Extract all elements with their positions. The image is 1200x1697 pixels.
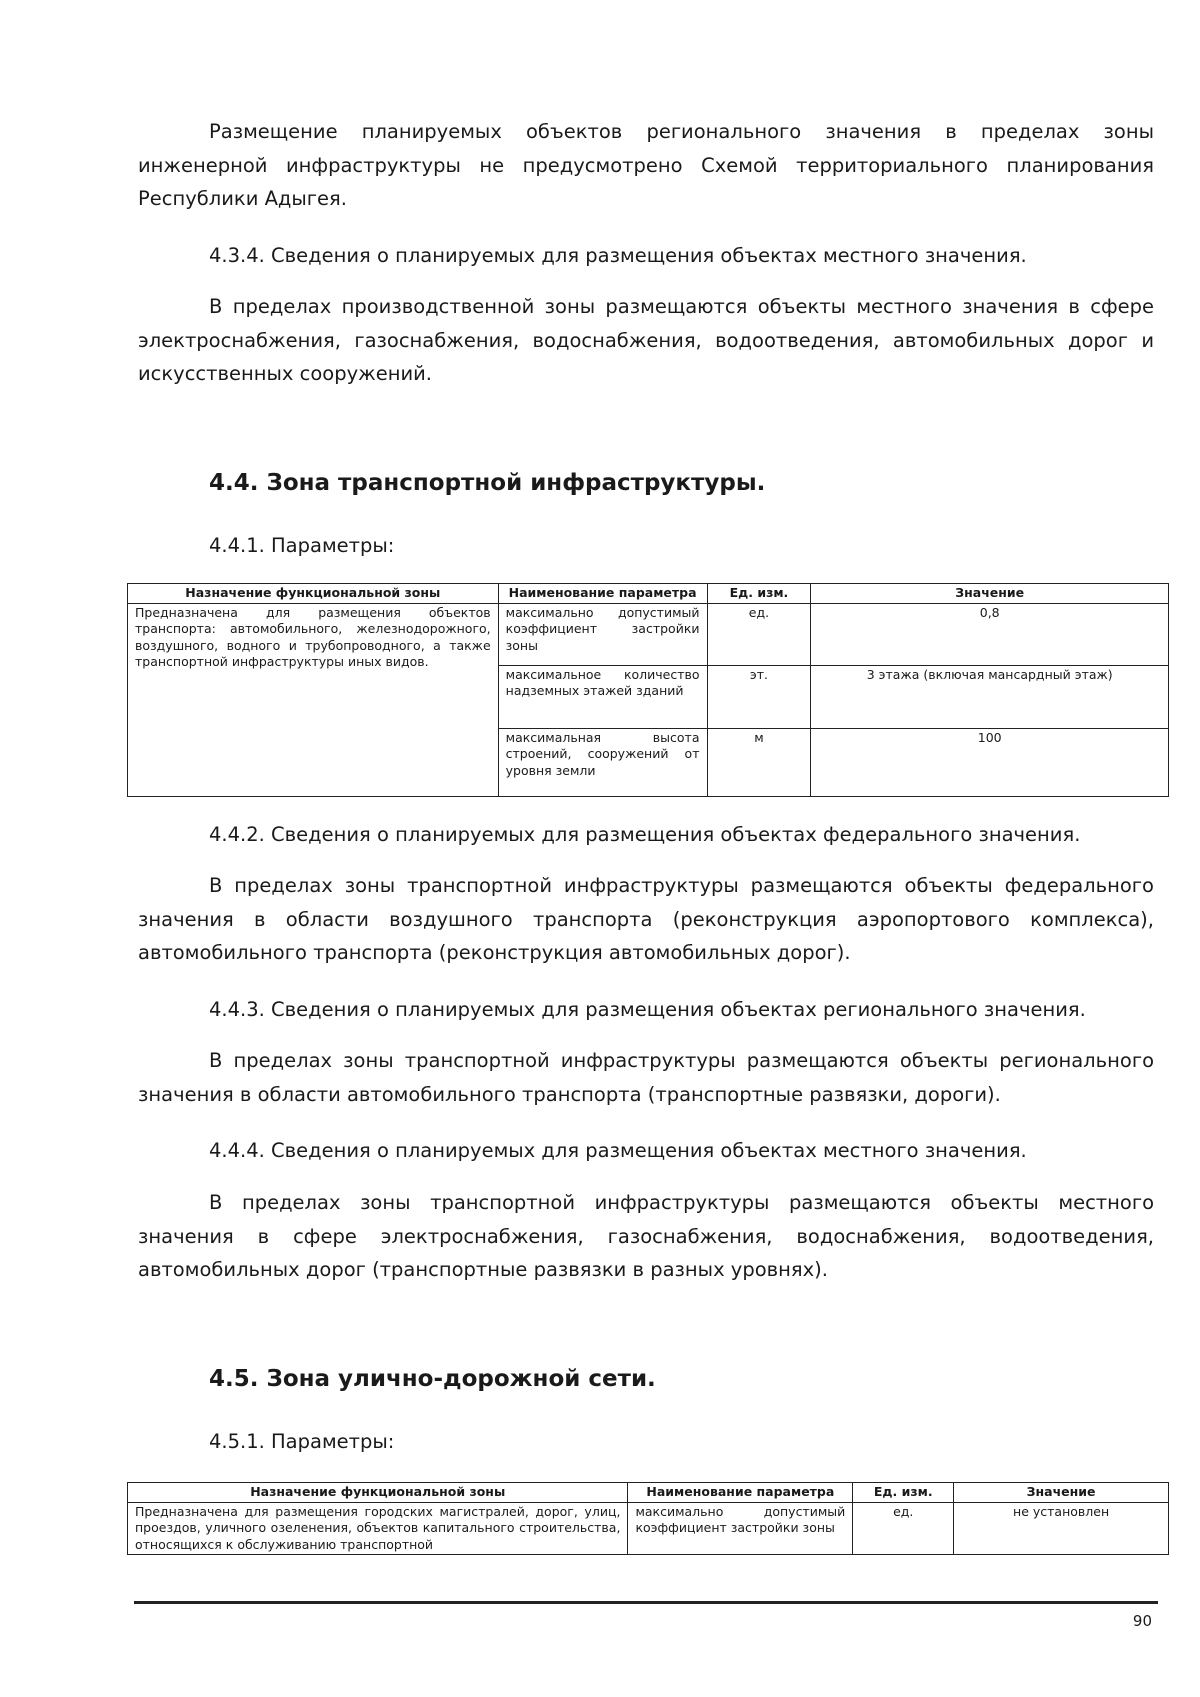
paragraph-federal-objects: В пределах зоны транспортной инфраструктуры размещаются объекты федерального значения в области воздушного транспорта (реконструкция аэропортового комплекса), автомобильного транспорта (реконструкция автомобильных дорог).: [138, 874, 1154, 964]
zone-purpose-cell: Предназначена для размещения городских магистралей, дорог, улиц, проездов, уличного озеленения, объектов капитального строительства, относящихся к обслуживанию транспортной: [128, 1502, 628, 1555]
header-unit: Ед. изм.: [853, 1483, 954, 1503]
footer-divider: [134, 1601, 1158, 1604]
paragraph-local-transport: В пределах зоны транспортной инфраструктуры размещаются объекты местного значения в сфере электроснабжения, газоснабжения, водоснабжения, водоотведения, автомобильных дорог (транспортные развязки в разных уровнях).: [138, 1191, 1154, 1281]
table-row: [128, 603, 1169, 665]
param-cell: максимально допустимый коэффициент застройки зоны: [628, 1502, 853, 1555]
header-zone-purpose: Назначение функциональной зоны: [128, 1483, 628, 1503]
param-cell: максимальное количество надземных этажей зданий: [498, 665, 707, 728]
header-value: Значение: [811, 584, 1169, 604]
subheading-444: 4.4.4. Сведения о планируемых для размещения объектах местного значения.: [209, 1139, 1027, 1162]
params-label-441: 4.4.1. Параметры:: [209, 534, 395, 557]
paragraph-regional-objects: Размещение планируемых объектов регионального значения в пределах зоны инженерной инфраструктуры не предусмотрено Схемой территориального планирования Республики Адыгея.: [138, 120, 1154, 210]
header-param-name: Наименование параметра: [498, 584, 707, 604]
unit-cell: м: [707, 728, 811, 796]
table-header-row: [128, 584, 1169, 604]
header-zone-purpose: Назначение функциональной зоны: [128, 584, 499, 604]
unit-cell: ед.: [707, 603, 811, 665]
unit-cell: ед.: [853, 1502, 954, 1555]
paragraph-regional-transport: В пределах зоны транспортной инфраструктуры размещаются объекты регионального значения в области автомобильного транспорта (транспортные развязки, дороги).: [138, 1049, 1154, 1106]
zone-purpose-cell: Предназначена для размещения объектов транспорта: автомобильного, железнодорожного, воздушного, водного и трубопроводного, а также транспортной инфраструктуры иных видов.: [128, 603, 499, 796]
section-title-44: 4.4. Зона транспортной инфраструктуры.: [209, 470, 766, 496]
unit-cell: эт.: [707, 665, 811, 728]
value-cell: не установлен: [954, 1502, 1169, 1555]
table-header-row: [128, 1483, 1169, 1503]
table-row: [128, 1502, 1169, 1555]
params-table-44: [127, 583, 1169, 797]
param-cell: максимально допустимый коэффициент застройки зоны: [498, 603, 707, 665]
params-table-45: [127, 1482, 1169, 1555]
value-cell: 3 этажа (включая мансардный этаж): [811, 665, 1169, 728]
params-label-451: 4.5.1. Параметры:: [209, 1430, 395, 1453]
header-unit: Ед. изм.: [707, 584, 811, 604]
value-cell: 100: [811, 728, 1169, 796]
value-cell: 0,8: [811, 603, 1169, 665]
param-cell: максимальная высота строений, сооружений от уровня земли: [498, 728, 707, 796]
subheading-442: 4.4.2. Сведения о планируемых для размещения объектах федерального значения.: [209, 823, 1081, 846]
subheading-434: 4.3.4. Сведения о планируемых для размещения объектах местного значения.: [209, 244, 1027, 267]
header-param-name: Наименование параметра: [628, 1483, 853, 1503]
subheading-443: 4.4.3. Сведения о планируемых для размещения объектах регионального значения.: [209, 998, 1086, 1021]
section-title-45: 4.5. Зона улично-дорожной сети.: [209, 1366, 656, 1392]
header-value: Значение: [954, 1483, 1169, 1503]
paragraph-production-zone: В пределах производственной зоны размещаются объекты местного значения в сфере электроснабжения, газоснабжения, водоснабжения, водоотведения, автомобильных дорог и искусственных сооружений.: [138, 295, 1154, 385]
page-number: 90: [1132, 1612, 1152, 1630]
